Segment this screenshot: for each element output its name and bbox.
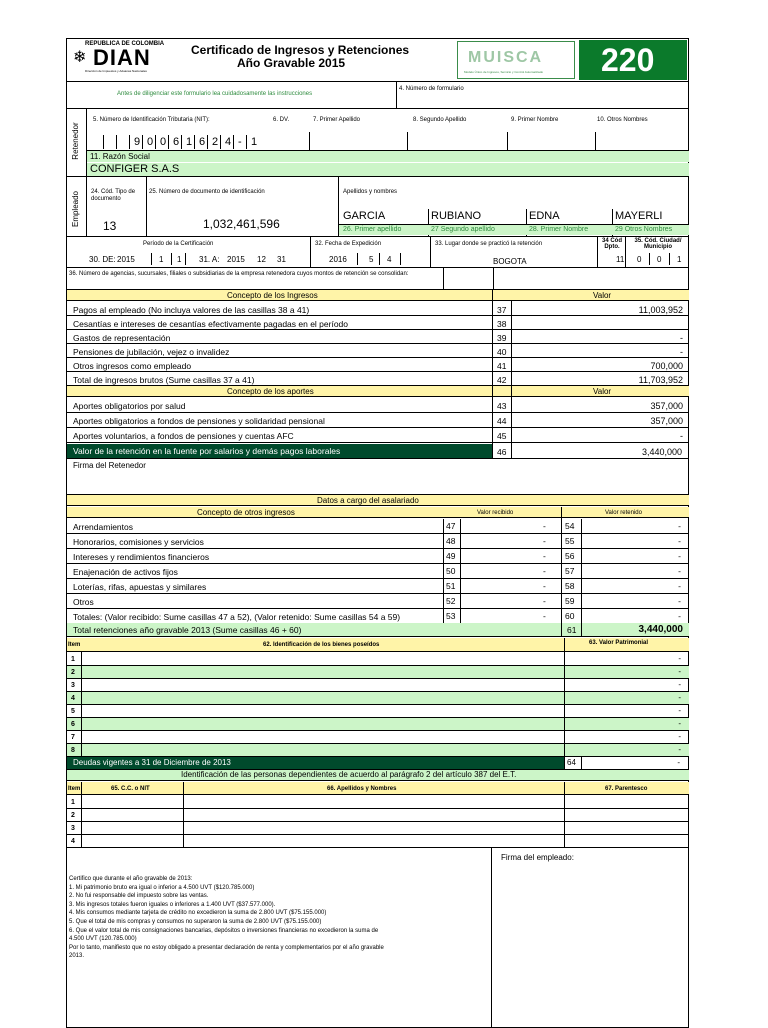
instructions-box	[67, 82, 397, 108]
n1-value: EDNA	[529, 210, 560, 222]
otro-ingreso-label: Honorarios, comisiones y servicios	[73, 537, 204, 547]
recibido-value: -	[543, 596, 546, 606]
retenido-value: -	[678, 596, 681, 606]
title-line2: Año Gravable 2015	[237, 56, 346, 70]
deudas-row	[67, 757, 564, 769]
ap1-sublabel: 26. Primer apellido	[343, 226, 402, 233]
municipio-digit-3: 1	[677, 255, 682, 264]
aporte-num: 45	[497, 431, 507, 441]
dep-nombres-label: 66. Apellidos y Nombres	[327, 786, 397, 792]
n2-value: MAYERLI	[615, 210, 663, 222]
n2-sublabel: 29 Otros Nombres	[615, 226, 673, 233]
bien-value: -	[678, 667, 681, 676]
retenido-num: 59	[565, 596, 575, 606]
ap2-label: 8. Segundo Apellido	[413, 117, 467, 123]
aporte-row	[67, 413, 689, 428]
instructions-text: Antes de diligenciar este formulario lea cuidadosamente las instrucciones	[117, 91, 313, 97]
retenido-value: -	[678, 611, 681, 621]
dian-logo	[71, 40, 179, 76]
bienes-header	[67, 638, 689, 652]
aporte-num: 44	[497, 416, 507, 426]
bien-item: 3	[71, 682, 75, 689]
ingreso-num: 38	[497, 319, 507, 329]
periodo-a-month: 12	[257, 255, 266, 264]
nit-digit: 6	[199, 136, 206, 148]
dian-emblem-icon: ❄	[73, 49, 87, 66]
ingreso-value: 11,703,952	[638, 375, 683, 385]
nombres-label: Apellidos y nombres	[343, 189, 398, 195]
doc-number-label: 25. Número de documento de identificación	[149, 189, 265, 195]
retenido-num: 55	[565, 536, 575, 546]
ingreso-row	[67, 344, 689, 358]
lugar-value: BOGOTA	[493, 257, 527, 266]
nit-digit: 0	[147, 136, 154, 148]
aporte-row	[67, 428, 689, 443]
retenedor-side	[67, 109, 86, 173]
aporte-label: Aportes voluntarios, a fondos de pensiones y cuentas AFC	[73, 431, 294, 441]
aporte-value: 357,000	[650, 401, 683, 411]
ap1-value: GARCIA	[343, 210, 386, 222]
ingreso-label: Total de ingresos brutos (Sume casillas 37 a 41)	[73, 375, 255, 385]
total-retenciones-label: Total retenciones año gravable 2013 (Sume casillas 46 + 60)	[73, 625, 302, 635]
razon-social-label-row	[87, 151, 689, 162]
muisca-sub: Modelo Único de Ingresos, Servicio y Control Automatizado	[464, 70, 544, 74]
dependiente-row	[67, 809, 689, 822]
dependientes-header	[67, 770, 689, 781]
ingresos-header-label: Concepto de los Ingresos	[227, 291, 318, 300]
valor-recibido-label: Valor recibido	[477, 510, 514, 516]
certifico-line: 1. Mi patrimonio bruto era igual o inferior a 4.500 UVT ($120.785.000)	[69, 884, 255, 891]
ingreso-row	[67, 302, 689, 316]
form-number: 220	[601, 42, 655, 78]
bien-value: -	[678, 680, 681, 689]
periodo-de-month: 1	[159, 255, 164, 264]
recibido-value: -	[543, 566, 546, 576]
lugar-label: 33. Lugar donde se practicó la retención	[435, 241, 543, 247]
dependiente-item: 4	[71, 838, 75, 845]
certifico-line: 2013.	[69, 953, 85, 960]
ingreso-label: Otros ingresos como empleado	[73, 361, 192, 371]
n2-label: 10. Otros Nombres	[597, 117, 648, 123]
bien-row	[67, 679, 689, 692]
aportes-valor-label: Valor	[593, 387, 612, 396]
ingreso-label: Cesantías e intereses de cesantías efectivamente pagadas en el período	[73, 319, 349, 329]
certifico-text	[69, 875, 489, 961]
asalariado-subheader	[67, 507, 689, 518]
nit-digit-cell	[142, 135, 155, 149]
nit-digit-cell	[129, 135, 142, 149]
razon-social-value-row	[87, 163, 689, 176]
retenido-value: -	[678, 581, 681, 591]
municipio-digit-1: 0	[637, 255, 642, 264]
bien-row	[67, 744, 689, 757]
dpto-value: 11	[616, 255, 625, 264]
ingreso-num: 40	[497, 347, 507, 357]
ingreso-num: 41	[497, 361, 507, 371]
otro-ingreso-row	[67, 534, 689, 549]
ingreso-row	[67, 330, 689, 344]
dep-parentesco-label: 67. Parentesco	[605, 786, 648, 792]
periodo-a-label: 31. A:	[199, 255, 220, 264]
nit-digit: 1	[251, 136, 258, 148]
recibido-value: -	[543, 536, 546, 546]
agencias-label: 36. Número de agencias, sucursales, filiales o subsidiarias de la empresa retenedora cuyos montos de retención se consolidan:	[69, 271, 409, 277]
recibido-num: 49	[446, 551, 456, 561]
bienes-valor-label: 63. Valor Patrimonial	[589, 640, 649, 646]
empleado-side-label: Empleado	[71, 190, 80, 228]
retencion-value: 3,440,000	[641, 447, 682, 457]
retenido-value: -	[678, 536, 681, 546]
asalariado-header	[67, 495, 689, 506]
bien-value: -	[678, 654, 681, 663]
otro-ingreso-label: Enajenación de activos fijos	[73, 567, 178, 577]
muisca-text: MUISCA	[468, 49, 544, 66]
otro-ingreso-row	[67, 579, 689, 594]
ingreso-row	[67, 316, 689, 330]
otro-ingreso-row	[67, 594, 689, 609]
otro-ingreso-row	[67, 549, 689, 564]
periodo-a-day: 31	[277, 255, 286, 264]
aporte-value: -	[680, 431, 683, 441]
ingresos-valor-label: Valor	[593, 291, 612, 300]
recibido-num: 53	[446, 611, 456, 621]
bien-row	[67, 653, 689, 666]
firma-empleado-label: Firma del empleado:	[501, 853, 574, 862]
bien-value: -	[678, 745, 681, 754]
aporte-num: 43	[497, 401, 507, 411]
certifico-line: 4.500 UVT (120.785.000)	[69, 936, 137, 943]
nit-label: 5. Número de Identificación Tributaria (NIT):	[93, 117, 210, 123]
ingreso-num: 42	[497, 375, 507, 385]
recibido-num: 47	[446, 521, 456, 531]
nit-digit: 1	[186, 136, 193, 148]
bien-value: -	[678, 719, 681, 728]
nit-digit: 9	[134, 136, 141, 148]
republic-label: REPUBLICA DE COLOMBIA	[85, 41, 165, 47]
aportes-header-label: Concepto de los aportes	[227, 387, 314, 396]
nit-digit-cell	[181, 135, 194, 149]
otro-ingreso-label: Totales: (Valor recibido: Sume casillas 47 a 52), (Valor retenido: Sume casillas 54 a 59)	[73, 612, 401, 622]
otro-ingreso-label: Intereses y rendimientos financieros	[73, 552, 210, 562]
total-retenciones-num: 61	[567, 625, 577, 635]
periodo-de-day: 1	[177, 255, 182, 264]
retencion-label: Valor de la retención en la fuente por salarios y demás pagos laborales	[73, 446, 341, 456]
certifico-line: 6. Que el valor total de mis consignaciones bancarias, depósitos o inversiones financieras no excedieron la suma de	[69, 927, 379, 934]
aporte-label: Aportes obligatorios a fondos de pensiones y solidaridad pensional	[73, 416, 325, 426]
ingreso-value: -	[680, 333, 683, 343]
bien-item: 8	[71, 747, 75, 754]
ingreso-label: Pagos al empleado (No incluya valores de las casillas 38 a 41)	[73, 305, 310, 315]
nit-digit-cell	[155, 135, 168, 149]
otro-ingreso-row	[67, 519, 689, 534]
bien-item: 1	[71, 656, 75, 663]
bienes-ident-label: 62. Identificación de los bienes poseídos	[263, 642, 380, 648]
deudas-label: Deudas vigentes a 31 de Diciembre de 2013	[73, 758, 231, 767]
ingreso-num: 39	[497, 333, 507, 343]
ingresos-header	[67, 290, 689, 301]
bien-item: 2	[71, 669, 75, 676]
recibido-value: -	[543, 551, 546, 561]
dpto-label: 34 Cód Dpto.	[601, 238, 622, 251]
periodo-de-year: 2015	[117, 255, 135, 264]
retenedor-side-label: Retenedor	[71, 122, 80, 160]
nit-digit-cell	[168, 135, 181, 149]
otro-ingreso-label: Arrendamientos	[73, 522, 134, 532]
muisca-logo	[457, 41, 575, 79]
dependiente-item: 3	[71, 825, 75, 832]
recibido-value: -	[543, 581, 546, 591]
retenido-value: -	[678, 551, 681, 561]
recibido-num: 52	[446, 596, 456, 606]
nit-digit-cell	[246, 135, 259, 149]
municipio-digit-2: 0	[657, 255, 662, 264]
aporte-row	[67, 398, 689, 413]
nit-digit: 6	[173, 136, 180, 148]
total-retenciones-row	[67, 623, 689, 637]
n1-sublabel: 28. Primer Nombre	[529, 226, 589, 233]
bien-item: 7	[71, 734, 75, 741]
asalariado-header-label: Datos a cargo del asalariado	[317, 496, 419, 505]
nit-digit: 2	[212, 136, 219, 148]
aporte-value: 357,000	[650, 416, 683, 426]
ingreso-value: 700,000	[650, 361, 683, 371]
aporte-label: Aportes obligatorios por salud	[73, 401, 186, 411]
form-number-label: 4. Número de formulario	[399, 86, 464, 92]
deudas-value: -	[677, 758, 680, 767]
nit-digit: 0	[160, 136, 167, 148]
retenido-value: -	[678, 566, 681, 576]
ap2-value: RUBIANO	[431, 210, 482, 222]
ingreso-value: 11,003,952	[638, 305, 683, 315]
nit-digit-cell	[220, 135, 233, 149]
ingreso-row	[67, 372, 689, 386]
ingreso-num: 37	[497, 305, 507, 315]
recibido-num: 51	[446, 581, 456, 591]
periodo-a-year: 2015	[227, 255, 245, 264]
tipo-doc-value: 13	[103, 219, 117, 233]
periodo-label: Período de la Certificación	[143, 241, 214, 247]
recibido-num: 50	[446, 566, 456, 576]
nit-digit-cell	[207, 135, 220, 149]
razon-social-label: 11. Razón Social	[90, 152, 150, 161]
dependiente-row	[67, 796, 689, 809]
dependientes-header-label: Identificación de las personas dependientes de acuerdo al parágrafo 2 del artículo 387 del E.T.	[181, 770, 517, 779]
retencion-row	[67, 444, 492, 458]
bien-row	[67, 731, 689, 744]
firma-retenedor-label: Firma del Retenedor	[73, 461, 146, 470]
otro-ingreso-row	[67, 564, 689, 579]
municipio-label: 35. Cód. Ciudad/ Municipio	[634, 238, 682, 251]
periodo-de-label: 30. DE:	[89, 255, 116, 264]
recibido-num: 48	[446, 536, 456, 546]
retenido-num: 60	[565, 611, 575, 621]
bien-value: -	[678, 706, 681, 715]
bien-item: 4	[71, 695, 75, 702]
certifico-line: 3. Mis ingresos totales fueron iguales o inferiores a 1.400 UVT ($37.577.000).	[69, 901, 276, 908]
bien-row	[67, 718, 689, 731]
nit-digit-cell	[103, 135, 116, 149]
name-labels-row	[339, 225, 689, 235]
ingreso-row	[67, 358, 689, 372]
dependiente-item: 2	[71, 812, 75, 819]
nit-digit-cell	[116, 135, 129, 149]
ap1-label: 7. Primer Apellido	[313, 117, 361, 123]
certifico-line: 4. Mis consumos mediante tarjeta de crédito no excedieron la suma de 2.800 UVT ($75.155.000)	[69, 910, 327, 917]
expedicion-month: 5	[369, 255, 374, 264]
bien-row	[67, 692, 689, 705]
bien-item: 5	[71, 708, 75, 715]
bien-value: -	[678, 732, 681, 741]
retenido-num: 56	[565, 551, 575, 561]
n1-label: 9. Primer Nombre	[511, 117, 559, 123]
dependientes-colheader	[67, 782, 689, 795]
form-number-badge	[579, 40, 687, 80]
dependiente-row	[67, 822, 689, 835]
aportes-header	[67, 386, 689, 397]
deudas-num: 64	[567, 758, 576, 767]
retencion-num: 46	[497, 447, 507, 457]
ingreso-value: -	[680, 347, 683, 357]
dian-brand: DIAN	[93, 45, 151, 70]
dependiente-item: 1	[71, 799, 75, 806]
certifico-line: Certifico que durante el año gravable de 2013:	[69, 876, 193, 882]
total-retenciones-value: 3,440,000	[638, 624, 683, 635]
bien-row	[67, 666, 689, 679]
dep-cc-label: 65. C.C. o NIT	[111, 786, 150, 792]
otro-ingreso-label: Loterías, rifas, apuestas y similares	[73, 582, 207, 592]
tipo-doc-label: 24. Cód. Tipo de documento	[91, 189, 136, 202]
certifico-line: 5. Que el total de mis compras y consumos no superaron la suma de 2.800 UVT ($75.155.000)	[69, 918, 322, 925]
dep-item-label: Item	[68, 786, 81, 792]
nit-digit: 4	[225, 136, 232, 148]
certifico-line: 2. No fui responsable del impuesto sobre las ventas.	[69, 893, 209, 900]
ingreso-label: Pensiones de jubilación, vejez o invalidez	[73, 347, 230, 357]
nit-digit-cell	[233, 135, 246, 149]
doc-number-value: 1,032,461,596	[203, 217, 280, 231]
ap2-sublabel: 27 Segundo apellido	[431, 226, 495, 233]
expedicion-label: 32. Fecha de Expedición	[315, 241, 382, 247]
nit-digit-cell	[194, 135, 207, 149]
expedicion-year: 2016	[329, 255, 347, 264]
retenido-value: -	[678, 521, 681, 531]
empleado-side	[67, 177, 86, 237]
valor-retenido-label: Valor retenido	[605, 510, 642, 516]
certifico-line: Por lo tanto, manifiesto que no estoy obligado a presentar declaración de renta y complementarios por el año gravable	[69, 944, 384, 951]
otro-ingreso-label: Otros	[73, 597, 94, 607]
certificate-form	[66, 38, 689, 1028]
bien-row	[67, 705, 689, 718]
razon-social-value: CONFIGER S.A.S	[90, 163, 180, 175]
otro-ingreso-row	[67, 609, 689, 624]
bien-value: -	[678, 693, 681, 702]
recibido-value: -	[543, 521, 546, 531]
bien-item: 6	[71, 721, 75, 728]
recibido-value: -	[543, 611, 546, 621]
otros-ingresos-label: Concepto de otros ingresos	[197, 508, 295, 517]
title-line1: Certificado de Ingresos y Retenciones	[191, 43, 410, 57]
retenido-num: 57	[565, 566, 575, 576]
expedicion-day: 4	[387, 255, 392, 264]
bienes-item-label: Item	[68, 642, 81, 648]
ingreso-label: Gastos de representación	[73, 333, 171, 343]
nit-digit: -	[238, 136, 242, 148]
dv-label: 6. DV.	[273, 117, 290, 123]
retenido-num: 54	[565, 521, 575, 531]
retenido-num: 58	[565, 581, 575, 591]
dian-sub: Dirección de Impuestos y Aduanas Nacionales	[85, 69, 147, 73]
